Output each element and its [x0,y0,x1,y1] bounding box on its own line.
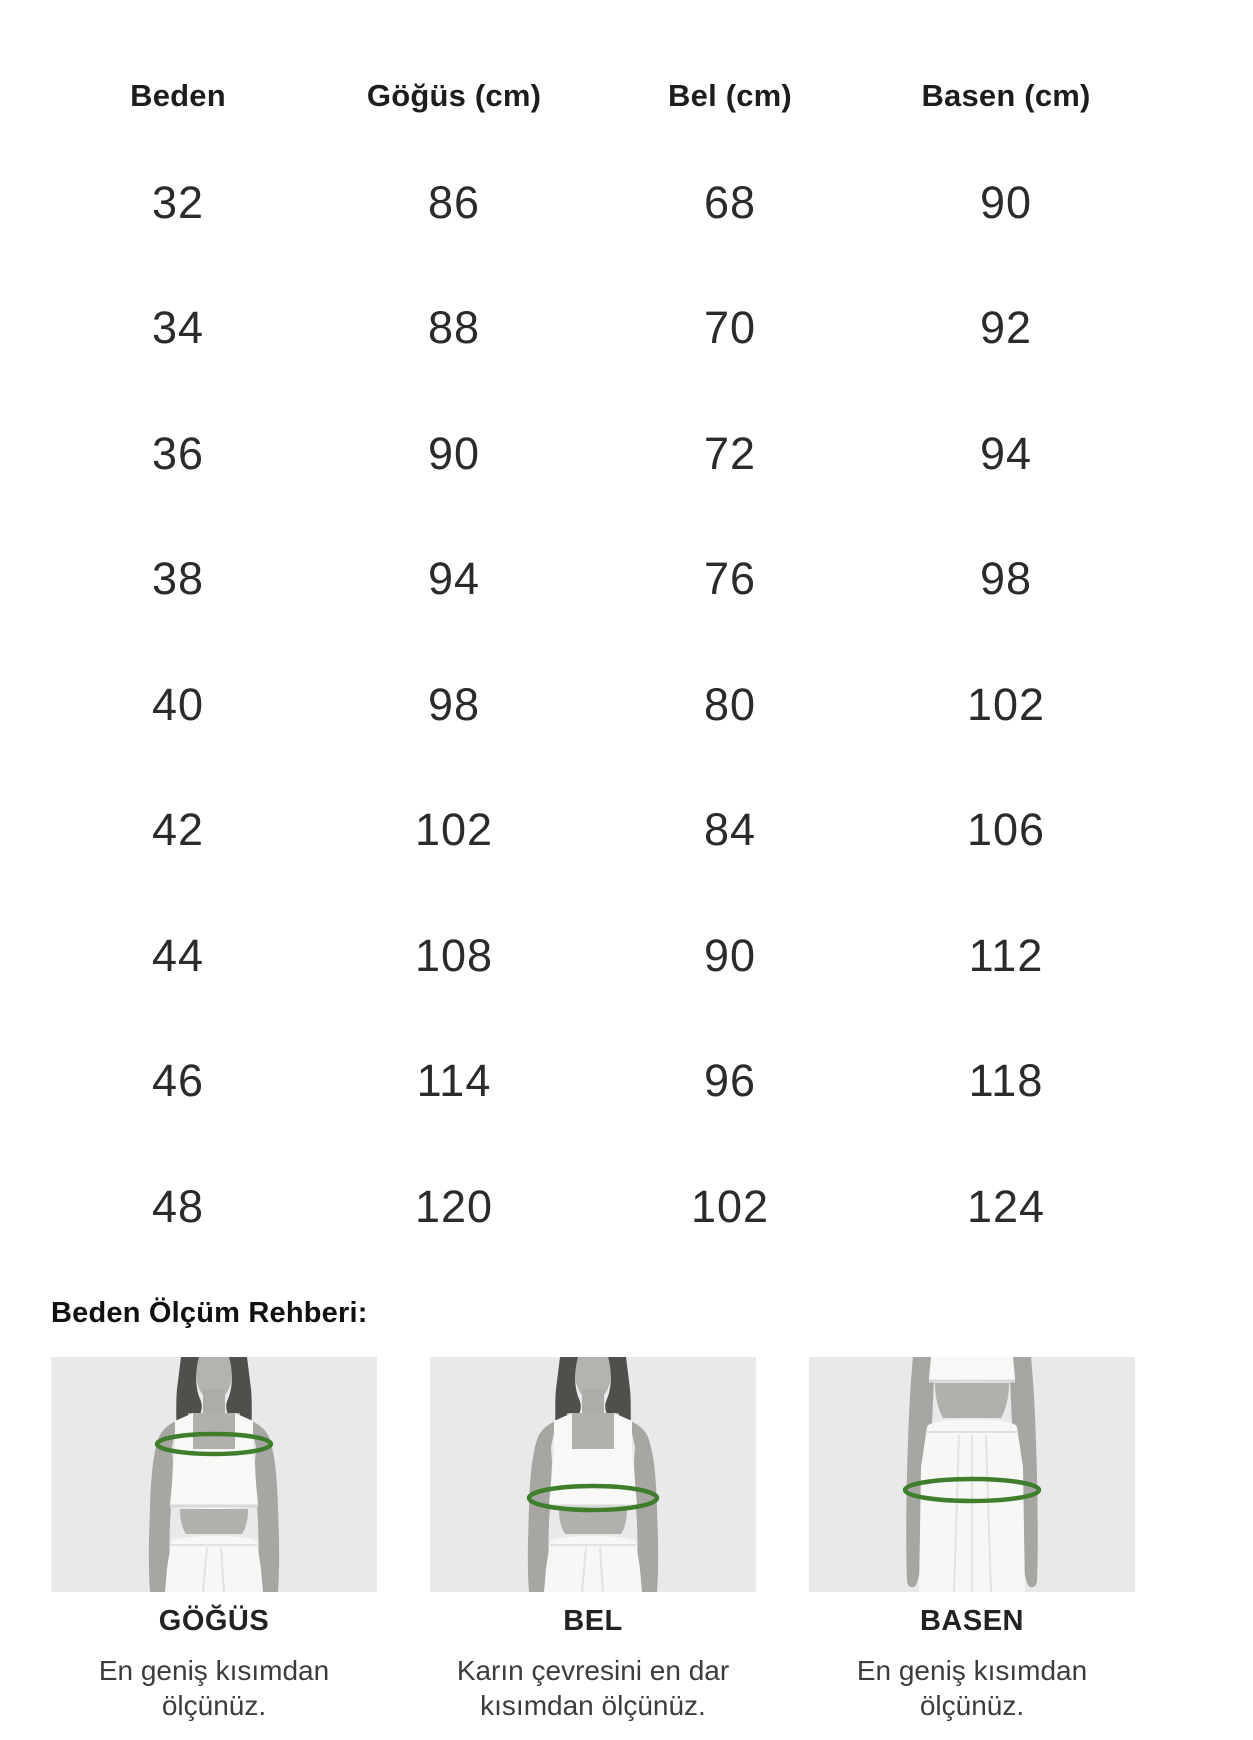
table-header-row [40,76,1144,116]
card-label-chest: GÖĞÜS [158,1604,270,1637]
size-cell: 76 [703,553,757,605]
table-body [40,140,1144,1270]
header-cell-bel: Bel (cm) [668,78,792,113]
header-cell-gogus: Göğüs (cm) [366,78,542,113]
size-row [40,266,1144,392]
size-cell: 120 [414,1180,494,1232]
size-cell: 34 [151,302,205,354]
size-row [40,140,1144,266]
size-cell: 102 [690,1180,770,1232]
card-desc-chest [51,1653,377,1723]
size-cell: 102 [966,678,1046,730]
size-cell: 40 [151,678,205,730]
size-cell: 36 [151,427,205,479]
size-cell: 42 [151,804,205,856]
size-cell: 86 [427,176,481,228]
header-cell-beden: Beden [130,78,226,113]
size-cell: 96 [703,1055,757,1107]
chest-measurement-photo [51,1357,377,1592]
size-cell: 88 [427,302,481,354]
size-cell: 106 [966,804,1046,856]
size-cell: 46 [151,1055,205,1107]
size-cell: 80 [703,678,757,730]
size-cell: 94 [427,553,481,605]
size-chart-table [40,0,1144,1270]
size-cell: 84 [703,804,757,856]
guide-heading: Beden Ölçüm Rehberi: [51,1296,368,1329]
size-cell: 112 [968,929,1044,981]
guide-card-waist [430,1357,756,1723]
size-cell: 114 [416,1055,492,1107]
size-cell: 92 [979,302,1033,354]
guide-card-hips [809,1357,1135,1723]
desc-line: En geniş kısımdan [98,1654,330,1686]
card-label-hips: BASEN [919,1604,1024,1637]
size-row [40,768,1144,894]
size-row [40,1019,1144,1145]
size-cell: 90 [979,176,1033,228]
size-cell: 72 [703,427,757,479]
size-cell: 108 [414,929,494,981]
size-cell: 70 [703,302,757,354]
guide-card-chest [51,1357,377,1723]
size-cell: 118 [968,1055,1044,1107]
size-cell: 38 [151,553,205,605]
hips-measurement-photo [809,1357,1135,1592]
size-row [40,391,1144,517]
size-cell: 48 [151,1180,205,1232]
desc-line: kısımdan ölçünüz. [480,1689,706,1721]
size-cell: 90 [703,929,757,981]
measurement-guide [51,1357,1253,1723]
size-cell: 68 [703,176,757,228]
header-cell-basen: Basen (cm) [921,78,1091,113]
card-desc-hips [809,1653,1135,1723]
size-cell: 32 [151,176,205,228]
size-cell: 98 [427,678,481,730]
waist-measurement-figure [430,1357,756,1592]
size-row [40,893,1144,1019]
size-cell: 90 [427,427,481,479]
desc-line: En geniş kısımdan [856,1654,1088,1686]
desc-line: ölçünüz. [161,1689,267,1721]
card-label-waist: BEL [563,1604,623,1637]
size-cell: 124 [966,1180,1046,1232]
size-cell: 102 [414,804,494,856]
hips-measurement-figure [809,1357,1135,1592]
size-row [40,642,1144,768]
waist-measurement-photo [430,1357,756,1592]
size-row [40,517,1144,643]
size-cell: 44 [151,929,205,981]
size-row [40,1144,1144,1270]
card-desc-waist [430,1653,756,1723]
size-cell: 94 [979,427,1033,479]
desc-line: ölçünüz. [919,1689,1025,1721]
chest-measurement-figure [51,1357,377,1592]
size-cell: 98 [979,553,1033,605]
desc-line: Karın çevresini en dar [456,1654,730,1686]
